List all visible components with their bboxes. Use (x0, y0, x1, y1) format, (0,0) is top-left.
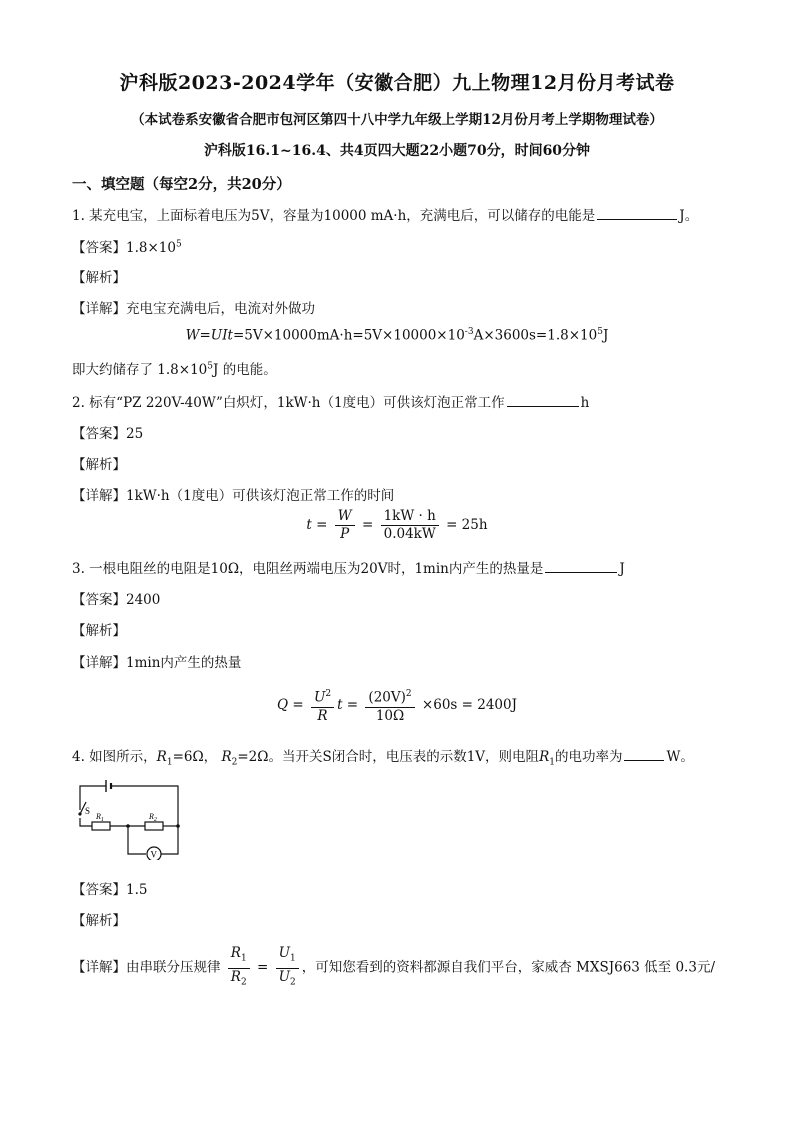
analysis-4: 【解析】 (72, 913, 126, 929)
junction-node (176, 824, 180, 828)
analysis-1: 【解析】 (72, 270, 126, 286)
question-2: 2. 标有“PZ 220V-40W”白炽灯，1kW·h（1度电）可供该灯泡正常工作 h (72, 391, 589, 411)
answer-blank (507, 392, 579, 407)
answer-blank (597, 205, 677, 220)
equation-2: t = $\frac{W}{P}$ = $\frac{1kW \cdot h}{0.04kW}$ = 25h (306, 508, 488, 542)
page-subtitle: （本试卷系安徽省合肥市包河区第四十八中学九年级上学期12月份月考上学期物理试卷） (131, 112, 663, 128)
page-title: 沪科版2023-2024学年（安徽合肥）九上物理12月份月考试卷 (119, 72, 675, 94)
section-title: 一、填空题（每空2分，共20分） (72, 176, 291, 193)
detail-3: 【详解】1min内产生的热量 (72, 655, 242, 671)
answer-blank (545, 558, 617, 573)
voltmeter-label: V (150, 849, 157, 860)
question-4: 4. 如图所示，$R_1=6\Omega$， $R_2=2\Omega$。当开关S闭合时，电压表的示数1V，则电阻$R_1$的电功率为 W。 (72, 745, 694, 768)
circuit-wire (128, 826, 146, 854)
switch-label: S (85, 806, 91, 816)
question-3: 3. 一根电阻丝的电阻是10Ω，电阻丝两端电压为20V时，1min内产生的热量是 J (72, 557, 625, 577)
r1-label: $R_1$ (96, 812, 104, 823)
question-1: 1. 某充电宝，上面标着电压为5V，容量为10000 mA·h，充满电后，可以储存的电能是 J。 (72, 204, 698, 224)
exam-info: 沪科版16.1~16.4、共4页四大题22小题70分，时间60分钟 (203, 143, 591, 159)
resistor-r1 (92, 822, 110, 830)
answer-2: 【答案】25 (72, 426, 144, 442)
r2-label: $R_2$ (149, 812, 157, 823)
resistor-r2 (145, 822, 163, 830)
answer-3: 【答案】2400 (72, 592, 161, 608)
equation-1: $W=UIt=5V\times 10000mA\cdot h=5V\times 10000\times 10^{-3}A\times 3600s=1.8\times 10^5J$ (185, 327, 609, 344)
equation-3: Q = $\frac{U^2}{R}$ t = $\frac{(20V)^2}{10\Omega}$ ×60s = 2400J (0, 686, 794, 725)
answer-1: 【答案】$1.8\times 10^5$ (72, 239, 182, 256)
circuit-wire (80, 818, 92, 826)
junction-node (126, 824, 130, 828)
conclusion-1: 即大约储存了 $1.8\times 10^5J$ 的电能。 (72, 361, 277, 378)
circuit-diagram (70, 778, 185, 860)
answer-blank (624, 746, 664, 761)
analysis-3: 【解析】 (72, 623, 126, 639)
detail-1: 【详解】充电宝充满电后，电流对外做功 (72, 301, 315, 317)
circuit-wire (111, 786, 178, 826)
answer-4: 【答案】1.5 (72, 882, 148, 898)
analysis-2: 【解析】 (72, 457, 126, 473)
switch-contact (78, 812, 81, 815)
detail-2: 【详解】1kW·h（1度电）可供该灯泡正常工作的时间 (72, 488, 395, 504)
detail-4: 【详解】由串联分压规律 $\frac{R_1}{R_2}$ = $\frac{U_1}{U_2}$ ，可知您看到的资料都源自我们平台，家威杏 MXSJ663 低至 0.3元/ (72, 945, 715, 988)
